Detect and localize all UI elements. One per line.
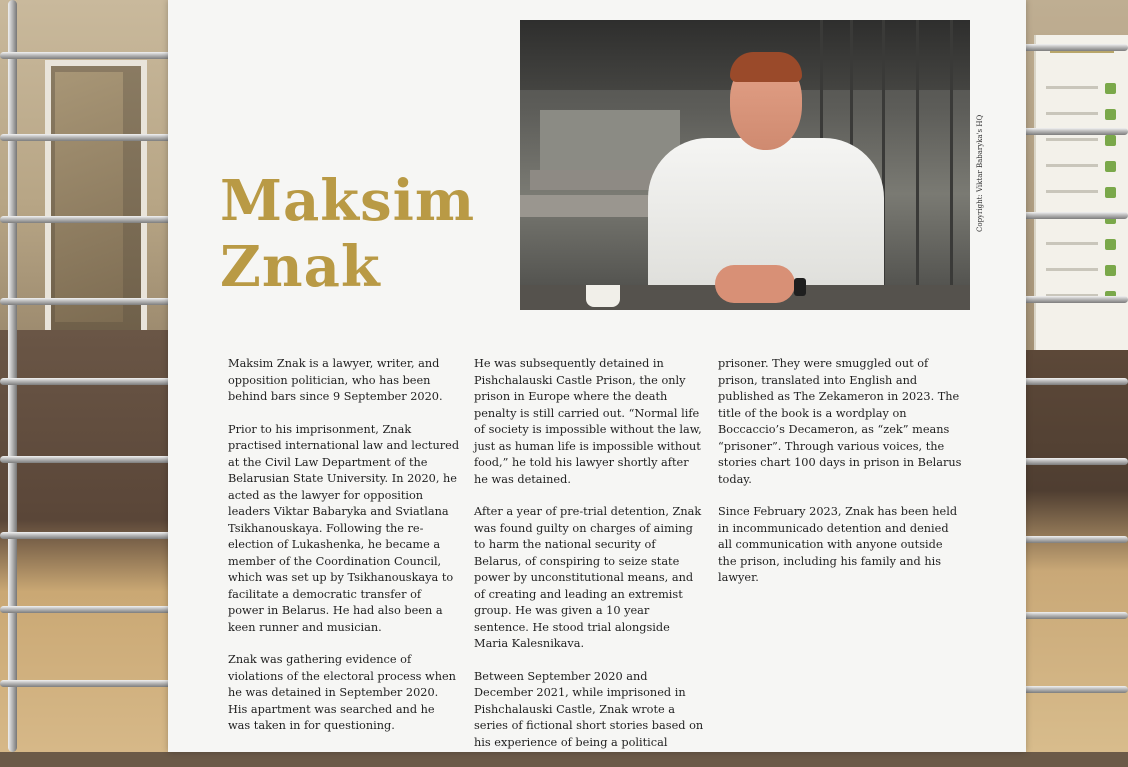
banner-row	[1046, 83, 1116, 93]
photo-cup	[586, 285, 620, 307]
railing-bar	[1018, 44, 1128, 51]
banner-row	[1046, 187, 1116, 197]
photo-cage-bar	[950, 20, 953, 310]
title-last-name: Znak	[220, 234, 381, 300]
railing-bar	[1016, 128, 1128, 135]
railing-bar	[0, 532, 190, 539]
railing-post-left	[8, 0, 17, 752]
banner-row	[1046, 135, 1116, 145]
photo-credit: Copyright: Viktar Babaryka's HQ	[976, 114, 984, 232]
railing-bar	[0, 298, 184, 305]
railing-bar	[0, 52, 180, 59]
banner-row	[1046, 109, 1116, 119]
paragraph: Since February 2023, Znak has been held in incommunicado detention and denied all communication with anyone outside the prison, including his family and his lawyer.	[718, 505, 958, 584]
photo-person-hair	[730, 52, 802, 82]
poster-title	[220, 168, 475, 300]
photo-watch	[794, 278, 806, 296]
railing-bar	[0, 606, 192, 613]
photo-person-hands	[715, 265, 795, 303]
paragraph: Between September 2020 and December 2021, while imprisoned in Pishchalauski Castle, Znak wrote a series of fictional short stories based on his experience of being a political	[474, 669, 704, 749]
railing-bar	[1008, 296, 1128, 303]
text-column-2	[474, 356, 706, 767]
background-door-glass	[55, 72, 123, 322]
paragraph: After a year of pre-trial detention, Znak was found guilty on charges of aiming to harm the national security of Belarus, of conspiring to seize state power by unconstitutional means, and of creating and leading an extremist group. He was given a 10 year sentence. He stood trial alongside Maria Kalesnikava.	[474, 505, 702, 650]
paragraph: Znak was gathering evidence of violations of the electoral process when he was detained in September 2020. His apartment was searched and he was taken in for questioning.	[228, 653, 456, 732]
railing-bar	[0, 680, 194, 687]
railing-bar	[1012, 212, 1128, 219]
railing-bar	[0, 378, 186, 385]
paragraph: prisoner. They were smuggled out of prison, translated into English and published as The Zekameron in 2023. The title of the book is a wordplay on Boccaccio’s Decameron, as “zek” means “prisoner”. Through various voices, the stories chart 100 days in prison in Belarus today.	[718, 357, 962, 486]
paragraph: Prior to his imprisonment, Znak practised international law and lectured at the Civil Law Department of the Belarusian State University. In 2020, he acted as the lawyer for opposition leaders Viktar Babaryka and Sviatlana Tsikhanouskaya. Following the re-election of Lukashenka, he became a member of the Coordination Council, which was set up by Tsikhanouskaya to facilitate a democratic transfer of power in Belarus. He had also been a keen runner and musician.	[228, 422, 460, 634]
text-column-3	[718, 356, 964, 603]
paragraph: Maksim Znak is a lawyer, writer, and opposition politician, who has been behind bars since 9 September 2020.	[228, 357, 443, 403]
title-first-name: Maksim	[220, 168, 476, 234]
banner-row	[1046, 161, 1116, 171]
portrait-photo	[520, 20, 970, 310]
banner-row	[1046, 239, 1116, 249]
photo-cage-bar	[916, 20, 919, 310]
railing-bar	[0, 216, 182, 223]
text-column-1	[228, 356, 460, 751]
paragraph: He was subsequently detained in Pishchalauski Castle Prison, the only prison in Europe where the death penalty is still carried out. “Normal life of society is impossible without the law, just as human life is impossible without food,” he told his lawyer shortly after he was detained.	[474, 357, 702, 486]
railing-bar	[0, 456, 188, 463]
railing-bar	[0, 134, 180, 141]
banner-row	[1046, 265, 1116, 275]
